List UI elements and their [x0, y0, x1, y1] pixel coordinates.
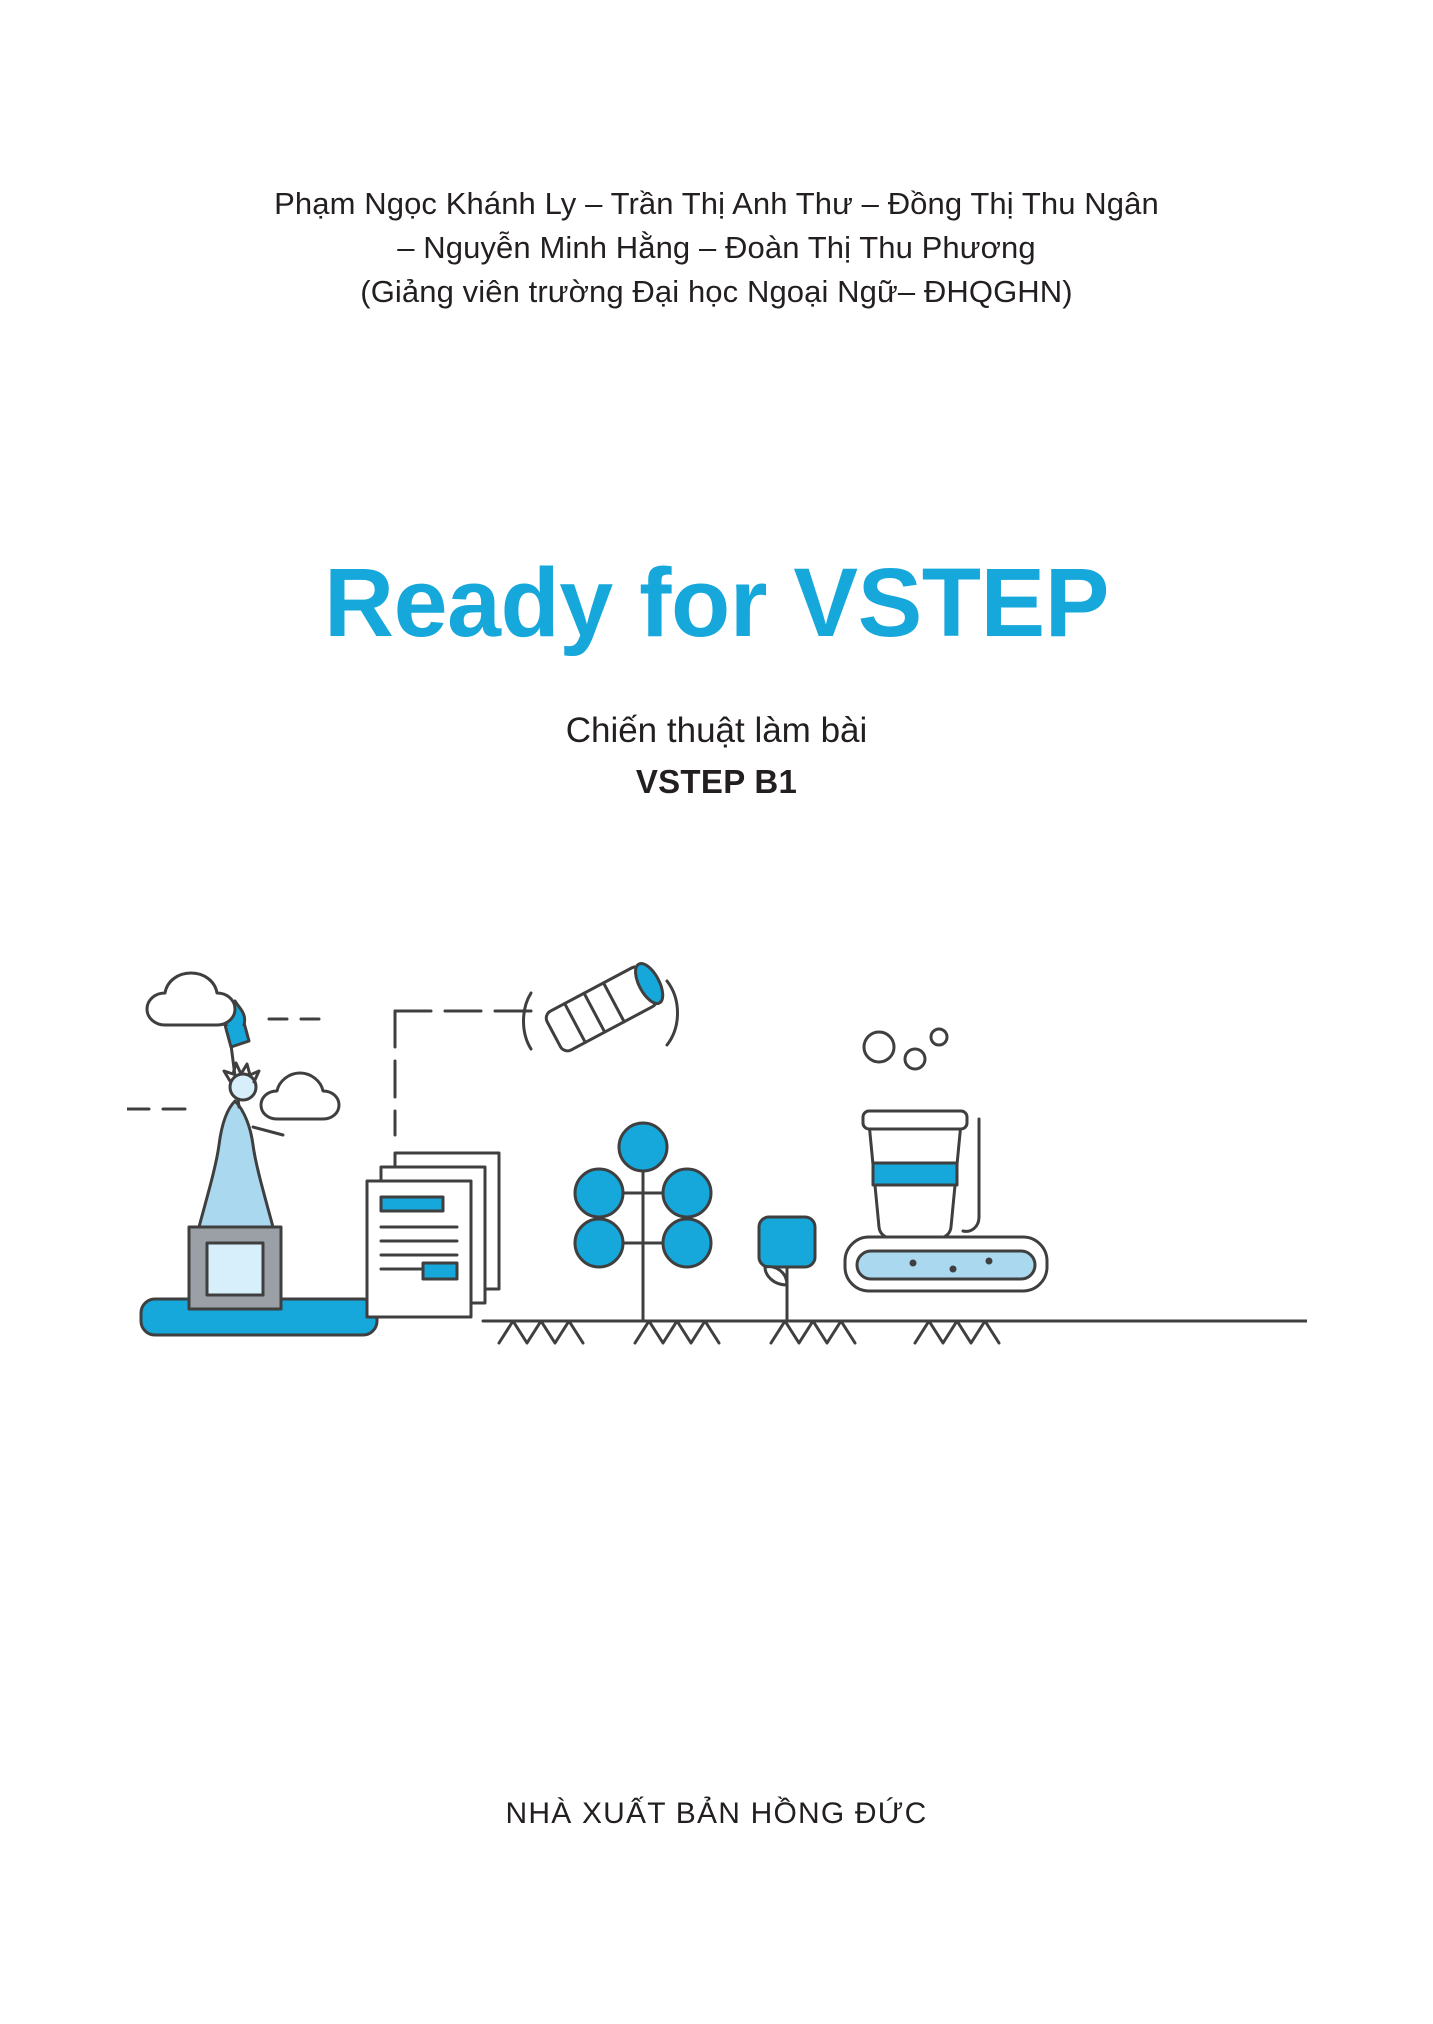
publisher-name: NHÀ XUẤT BẢN HỒNG ĐỨC — [505, 1797, 928, 1830]
book-subtitle-line1: Chiến thuật làm bài — [565, 711, 868, 751]
author-affiliation: (Giảng viên trường Đại học Ngoại Ngữ– ĐHQGHN) — [360, 274, 1073, 310]
book-subtitle-line2: VSTEP B1 — [635, 763, 798, 801]
authors-block — [274, 182, 1159, 314]
author-line-2: – Nguyễn Minh Hằng – Đoàn Thị Thu Phương — [397, 230, 1036, 266]
title-block — [324, 548, 1109, 801]
book-title: Ready for VSTEP — [324, 548, 1109, 658]
author-line-1: Phạm Ngọc Khánh Ly – Trần Thị Anh Thư – Đồng Thị Thu Ngân — [274, 186, 1159, 221]
cover-illustration — [127, 941, 1307, 1371]
